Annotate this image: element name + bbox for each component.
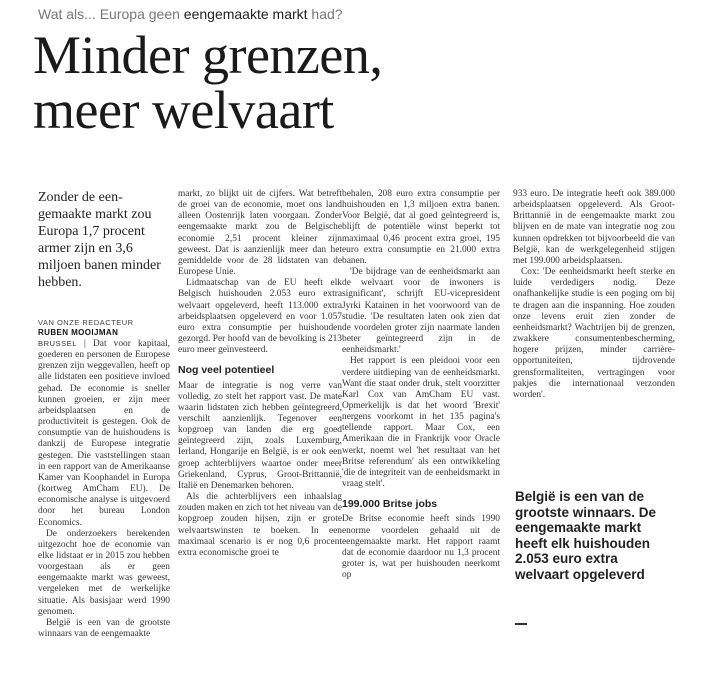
article-paragraph: behalen, 208 euro extra consumptie per huishouden en 1,3 miljoen extra banen. Voor België, dat al goed geïntegreerd is, blijft de potentiële winst beperkt tot maximaal 0,46 procent extra groei, 195 euro extra consumptie en 21.000 extra banen.: [342, 189, 500, 266]
article-column-1: [38, 338, 170, 640]
article-column-4: [513, 189, 675, 401]
headline-line-2: meer welvaart: [33, 80, 334, 140]
kicker-emphasis: eengemaakte markt: [183, 6, 308, 22]
article-column-3: [342, 189, 500, 581]
article-paragraph: Het rapport is een pleidooi voor een verdere uitdieping van de eenheidsmarkt. Want die staat onder druk, stelt voorzitter Karl Cox van AmCham EU vast. Opmerkelijk is dat het woord 'Brexit' nergens voorkomt in het 135 pagina's tellende rapport. Maar Cox, een Amerikaan die in Frankrijk voor Oracle werkt, noemt wel 'het resultaat van het Britse referendum' als een ontwikkeling 'die de integriteit van de eenheidsmarkt in vraag stelt'.: [342, 356, 500, 490]
article-paragraph: Cox: 'De eenheidsmarkt heeft sterke en luide verdedigers nodig. Deze onafhankelijke studie is een poging om bij te dragen aan die inspanning. Hoe zouden onze levens eruit zien zonder de eenheidsmarkt? Wachtrijen bij de grenzen, zwakkere consumentenbescherming, hogere prijzen, minder carrière-opportuniteiten, tijdrovende grensformaliteiten, vertragingen voor pakjes die internationaal verzonden worden'.: [513, 267, 675, 400]
article-column-2: [178, 189, 342, 559]
article-paragraph: Lidmaatschap van de EU heeft elk Belgisch huishouden 2.053 euro extra welvaart opgeleverd, heeft 113.000 extra arbeidsplaatsen opgeleverd en voor 1.057 euro extra consumptie per huishouden gezorgd. Per hoofd van de bevolking is 213 euro meer geïnvesteerd.: [178, 278, 342, 356]
byline-label: VAN ONZE REDACTEUR: [38, 318, 134, 327]
pull-quote-dash: [515, 623, 527, 625]
article-paragraph: BRUSSEL | Dat voor kapitaal, goederen en personen de Europese grenzen zijn weggevallen, heeft op alle lidstaten een positieve invloed gehad. De economie is sneller kunnen groeien, er zijn meer arbeidsplaatsen en de productiviteit is gestegen. Ook de consumptie van de huishoudens is dankzij de Europese integratie gestegen. Die vaststellingen staan in een rapport van de Amerikaanse Kamer van Koophandel in Europa (kortweg AmCham EU). De economische analyse is uitgevoerd door het bureau London Economics.: [38, 339, 170, 528]
article-paragraph: Als die achterblijvers een inhaalslag zouden maken en zich tot het niveau van de kopgroep zouden hijsen, zijn er grote welvaartswinsten te boeken. In een maximaal scenario is er nog 0,6 procent extra economische groei te: [178, 492, 342, 558]
headline: [33, 25, 383, 140]
byline: [38, 318, 166, 337]
pull-quote: België is een van de grootste winnaars. De eengemaakte markt heeft elk huishouden 2.053 euro extra welvaart opgeleverd: [515, 489, 657, 582]
kicker: Wat als... Europa geen eengemaakte markt had?: [38, 6, 343, 22]
article-paragraph: Maar de integratie is nog verre van volledig, zo stelt het rapport vast. De mate waarin lidstaten zich hebben geïntegreerd, verschilt aanzienlijk. Tegenover een kopgroep van landen die erg goed geïntegreerd zijn, zoals Luxemburg, Ierland, Hongarije en België, is er ook een groep achterblijvers waartoe onder meer Griekenland, Cyprus, Groot-Brittannië, Italië en Denemarken behoren.: [178, 380, 342, 491]
article-paragraph: De Britse economie heeft sinds 1990 enorme voordelen gehaald uit de eengemaakte markt. Het rapport raamt dat de economie daardoor nu 1,3 procent groter is, wat per huishouden neerkomt op: [342, 514, 500, 581]
article-paragraph: België is een van de grootste winnaars van de eengemaakte: [38, 617, 170, 640]
article-paragraph: 933 euro. De integratie heeft ook 389.000 arbeidsplaatsen opgeleverd. Als Groot-Brittannië in de eengemaakte markt zou blijven en de mate van integratie nog zou kunnen opdrekken tot bijvoorbeeld die van België, kan de werkgelegenheid stijgen met 199.000 arbeidsplaatsen.: [513, 189, 675, 266]
byline-author: RUBEN MOOIJMAN: [38, 328, 119, 337]
subheading-potential: Nog veel potentieel: [178, 364, 275, 377]
dateline: BRUSSEL: [38, 339, 77, 348]
subheading-british-jobs: 199.000 Britse jobs: [342, 498, 438, 511]
intro-text: Zonder de een-gemaakte markt zou Europa 1,7 procent armer zijn en 3,6 miljoen banen minder hebben.: [38, 190, 161, 290]
article-paragraph: De onderzoekers berekenden uitgezocht hoe de economie van elke lidstaat er in 2015 zou hebben voorgestaan als er geen eengemaakte markt was geweest, vergeleken met de werkelijke situatie. Als basisjaar werd 1990 genomen.: [38, 528, 170, 617]
headline-line-1: Minder grenzen,: [33, 25, 383, 85]
article-paragraph: markt, zo blijkt uit de cijfers. Wat betreft de groei van de economie, moet ons land alleen Oostenrijk laten voorgaan. Zonder eengemaakte markt zou de Belgische economie 2,51 procent kleiner zijn geweest. Dat is aanzienlijk meer dan het gemiddelde voor de 28 lidstaten van de Europese Unie.: [178, 189, 342, 278]
article-paragraph: 'De bijdrage van de eenheidsmarkt aan de welvaart voor de inwoners is significant', schrijft EU-vicepresident Jyrki Katainen in het voorwoord van de studie. 'De resultaten laten ook zien dat de voordelen groter zijn naarmate landen beter geïntegreerd zijn in de eenheidsmarkt.': [342, 267, 500, 356]
